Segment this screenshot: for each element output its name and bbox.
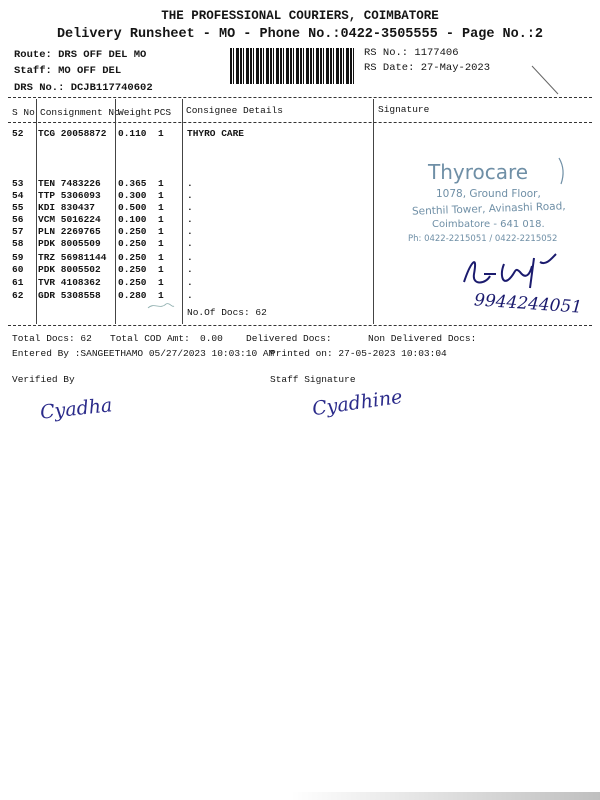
cell-consignee: . (187, 264, 193, 275)
cell-weight: 0.365 (118, 178, 147, 189)
total-docs: Total Docs: 62 (12, 333, 92, 344)
stamp-line2: Senthil Tower, Avinashi Road, (411, 200, 566, 218)
stamp-line4: Ph: 0422-2215051 / 0422-2215052 (408, 234, 558, 244)
cell-consignment: TTP 5306093 (38, 190, 101, 201)
header-bottom-rule (8, 122, 592, 123)
col-divider (182, 99, 183, 324)
cell-sno: 57 (12, 226, 24, 237)
col-consignee: Consignee Details (186, 105, 283, 116)
total-cod-label: Total COD Amt: (110, 333, 190, 344)
cell-consignment: PLN 2269765 (38, 226, 101, 237)
cell-sno: 54 (12, 190, 24, 201)
cell-pcs: 1 (158, 128, 164, 139)
table-bottom-rule (8, 325, 592, 326)
cell-weight: 0.500 (118, 202, 147, 213)
cell-pcs: 1 (158, 226, 164, 237)
cell-consignment: VCM 5016224 (38, 214, 101, 225)
cell-consignee: . (187, 214, 193, 225)
cell-consignee: THYRO CARE (187, 128, 245, 139)
col-divider (115, 99, 116, 324)
cell-pcs: 1 (158, 190, 164, 201)
col-divider (373, 99, 374, 324)
verified-by-label: Verified By (12, 374, 75, 385)
cell-sno: 62 (12, 290, 24, 301)
cell-consignee: . (187, 238, 193, 249)
stamp-bracket (556, 156, 570, 186)
receiver-phone: 9944244051 (473, 290, 583, 318)
cell-consignment: KDI 830437 (38, 202, 96, 213)
scan-edge-shadow (290, 792, 600, 800)
drs-number: DRS No.: DCJB117740602 (14, 82, 153, 94)
stamp-line3: Coimbatore - 641 018. (432, 219, 545, 230)
cell-pcs: 1 (158, 290, 164, 301)
cell-consignment: TRZ 56981144 (38, 252, 107, 263)
entered-by: Entered By :SANGEETHAMO 05/27/2023 10:03:10 AM (12, 348, 275, 359)
cell-weight: 0.110 (118, 128, 147, 139)
cell-consignment: GDR 5308558 (38, 290, 101, 301)
cell-consignee: . (187, 290, 193, 301)
delivered-docs: Delivered Docs: (246, 333, 332, 344)
pen-scribble (146, 300, 176, 312)
company-title: THE PROFESSIONAL COURIERS, COIMBATORE (161, 9, 439, 23)
cell-consignment: PDK 8005502 (38, 264, 101, 275)
cell-pcs: 1 (158, 214, 164, 225)
cell-weight: 0.250 (118, 226, 147, 237)
stamp-line1: 1078, Ground Floor, (436, 188, 541, 200)
printed-on: Printed on: 27-05-2023 10:03:04 (270, 348, 447, 359)
cell-consignee: . (187, 190, 193, 201)
cell-pcs: 1 (158, 264, 164, 275)
cell-consignee: . (187, 252, 193, 263)
col-divider (36, 99, 37, 324)
cell-pcs: 1 (158, 238, 164, 249)
verified-signature: Cyadha (39, 394, 114, 424)
col-weight: Weight (118, 107, 153, 118)
cell-weight: 0.250 (118, 277, 147, 288)
rs-date: RS Date: 27-May-2023 (364, 62, 491, 74)
cell-sno: 58 (12, 238, 24, 249)
cell-sno: 60 (12, 264, 24, 275)
barcode (230, 48, 356, 84)
cell-sno: 59 (12, 252, 24, 263)
col-pcs: PCS (154, 107, 172, 118)
stamp-brand: Thyrocare (428, 160, 529, 184)
no-of-docs: No.Of Docs: 62 (187, 307, 267, 318)
cell-consignee: . (187, 178, 193, 189)
cell-consignee: . (187, 226, 193, 237)
cell-weight: 0.300 (118, 190, 147, 201)
diagonal-mark (528, 60, 568, 100)
cell-sno: 52 (12, 128, 24, 139)
cell-consignee: . (187, 277, 193, 288)
cell-weight: 0.250 (118, 252, 147, 263)
staff-signature-label: Staff Signature (270, 374, 356, 385)
table-top-rule (8, 97, 592, 98)
cell-consignment: TCG 20058872 (38, 128, 107, 139)
staff-label: Staff: MO OFF DEL (14, 65, 122, 77)
receiver-sign-strokes (456, 244, 566, 294)
cell-pcs: 1 (158, 202, 164, 213)
cell-sno: 56 (12, 214, 24, 225)
cell-weight: 0.100 (118, 214, 147, 225)
cell-pcs: 1 (158, 252, 164, 263)
col-signature: Signature (378, 104, 430, 115)
col-sno: S No (12, 107, 35, 118)
non-delivered-docs: Non Delivered Docs: (368, 333, 477, 344)
total-cod-value: 0.00 (200, 333, 223, 344)
cell-sno: 61 (12, 277, 24, 288)
receiver-sign-text (486, 248, 490, 249)
route-label: Route: DRS OFF DEL MO (14, 49, 147, 61)
cell-sno: 55 (12, 202, 24, 213)
rs-number: RS No.: 1177406 (364, 47, 459, 59)
cell-weight: 0.250 (118, 264, 147, 275)
cell-consignee: . (187, 202, 193, 213)
runsheet-subtitle: Delivery Runsheet - MO - Phone No.:0422-3505555 - Page No.:2 (56, 27, 544, 42)
cell-pcs: 1 (158, 178, 164, 189)
staff-signature: Cyadhine (310, 385, 404, 421)
cell-weight: 0.280 (118, 290, 147, 301)
cell-sno: 53 (12, 178, 24, 189)
cell-consignment: TEN 7483226 (38, 178, 101, 189)
cell-pcs: 1 (158, 277, 164, 288)
cell-weight: 0.250 (118, 238, 147, 249)
cell-consignment: PDK 8005509 (38, 238, 101, 249)
cell-consignment: TVR 4108362 (38, 277, 101, 288)
col-consignment: Consignment No (40, 107, 120, 118)
